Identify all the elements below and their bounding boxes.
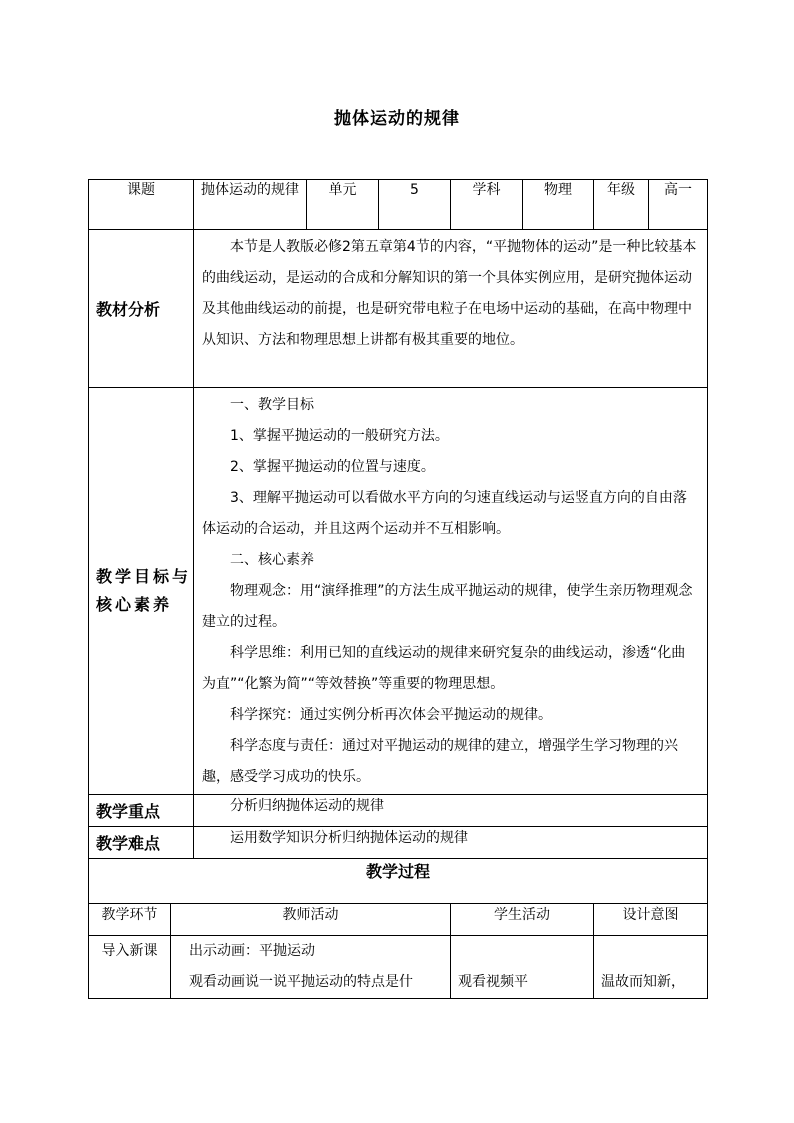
objectives-line: 2、掌握平抛运动的位置与速度。 bbox=[230, 459, 435, 475]
unit-label: 单元 bbox=[307, 180, 379, 230]
key-point-row bbox=[89, 795, 708, 827]
analysis-label: 教材分析 bbox=[89, 230, 194, 388]
objectives-row bbox=[89, 388, 708, 795]
grade-value: 高一 bbox=[649, 180, 708, 230]
objectives-line: 科学探究：通过实例分析再次体会平抛运动的规律。 bbox=[230, 707, 552, 723]
objectives-line: 3、理解平抛运动可以看做水平方向的匀速直线运动与运竖直方向的自由落体运动的合运动，并且这两个运动并不互相影响。 bbox=[202, 490, 687, 537]
analysis-text: 本节是人教版必修2第五章第4节的内容，“平抛物体的运动”是一种比较基本的曲线运动，是运动的合成和分解知识的第一个具体实例应用，是研究抛体运动及其他曲线运动的前提，也是研究带电粒子在电场中运动的基础，在高中物理中从知识、方法和物理思想上讲都有极其重要的地位。 bbox=[202, 239, 697, 348]
key-point-label: 教学重点 bbox=[89, 795, 194, 827]
objectives-line: 1、掌握平抛运动的一般研究方法。 bbox=[230, 428, 449, 444]
objectives-line: 二、核心素养 bbox=[230, 552, 314, 568]
process-header-row bbox=[89, 904, 708, 936]
difficulty-label: 教学难点 bbox=[89, 827, 194, 859]
key-point-value: 分析归纳抛体运动的规律 bbox=[194, 795, 708, 827]
difficulty-row bbox=[89, 827, 708, 859]
topic-value: 抛体运动的规律 bbox=[194, 180, 307, 230]
process-title-row bbox=[89, 859, 708, 904]
col-student: 学生活动 bbox=[451, 904, 594, 936]
analysis-row bbox=[89, 230, 708, 388]
table-row bbox=[89, 936, 708, 999]
difficulty-value: 运用数学知识分析归纳抛体运动的规律 bbox=[194, 827, 708, 859]
col-intent: 设计意图 bbox=[594, 904, 708, 936]
topic-label: 课题 bbox=[89, 180, 194, 230]
stage-cell: 导入新课 bbox=[101, 943, 158, 959]
process-title: 教学过程 bbox=[89, 859, 708, 904]
teacher-activity-line: 出示动画：平抛运动 bbox=[189, 943, 315, 959]
document-title: 抛体运动的规律 bbox=[334, 109, 460, 129]
objectives-line: 科学态度与责任：通过对平抛运动的规律的建立，增强学生学习物理的兴趣，感受学习成功的快乐。 bbox=[202, 738, 678, 785]
objectives-line: 物理观念：用“演绎推理”的方法生成平抛运动的规律，使学生亲历物理观念建立的过程。 bbox=[202, 583, 693, 630]
subject-label: 学科 bbox=[451, 180, 523, 230]
col-teacher: 教师活动 bbox=[171, 904, 451, 936]
design-intent: 温故而知新， bbox=[601, 974, 685, 990]
col-stage: 教学环节 bbox=[89, 904, 171, 936]
objectives-label: 教学目标与核心素养 bbox=[89, 388, 194, 795]
teacher-activity-line: 观看动画说一说平抛运动的特点是什 bbox=[189, 974, 413, 990]
subject-value: 物理 bbox=[523, 180, 594, 230]
student-activity: 观看视频平 bbox=[458, 974, 528, 990]
unit-value: 5 bbox=[379, 180, 451, 230]
objectives-line: 一、教学目标 bbox=[230, 397, 314, 413]
info-row bbox=[89, 180, 708, 230]
objectives-line: 科学思维：利用已知的直线运动的规律来研究复杂的曲线运动，渗透“化曲为直”“化繁为简”“等效替换”等重要的物理思想。 bbox=[202, 645, 686, 692]
grade-label: 年级 bbox=[594, 180, 649, 230]
lesson-plan-table bbox=[88, 179, 708, 999]
